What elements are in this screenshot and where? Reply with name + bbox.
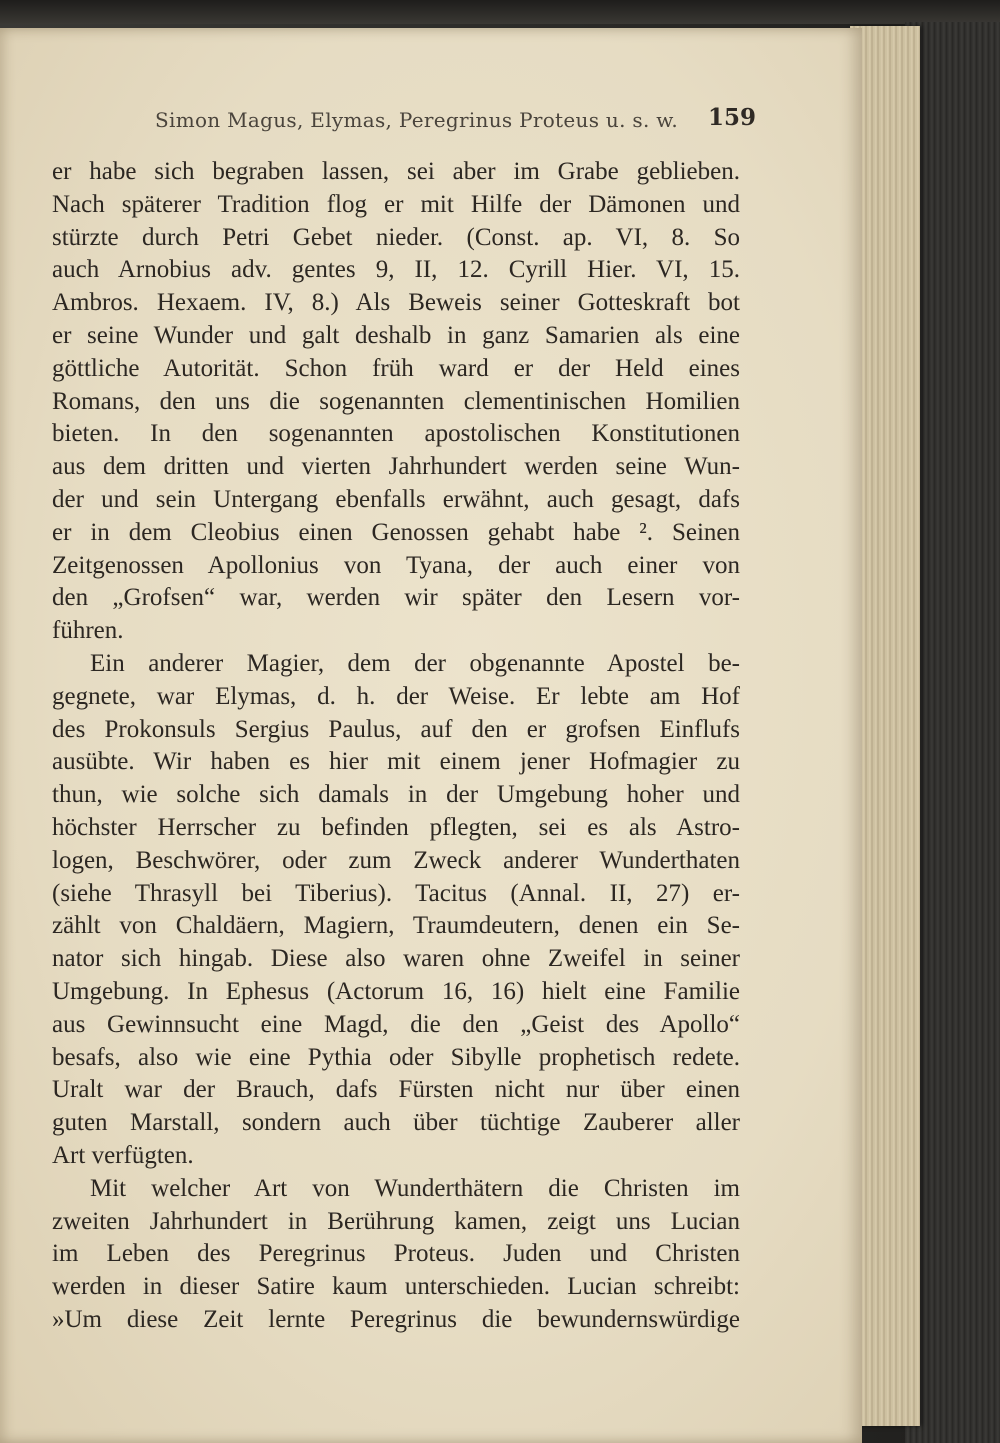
text-line: im Leben des Peregrinus Proteus. Juden und Christen — [52, 1240, 740, 1268]
text-line: ausübte. Wir haben es hier mit einem jener Hofmagier zu — [52, 748, 740, 776]
text-line: führen. — [52, 617, 124, 645]
text-line: bieten. In den sogenannten apostolischen Konstitutionen — [52, 420, 740, 448]
text-line: aus Gewinnsucht eine Magd, die den „Geist des Apollo“ — [52, 1010, 740, 1038]
page-header — [0, 104, 770, 136]
text-line: der und sein Untergang ebenfalls erwähnt, auch gesagt, dafs — [52, 485, 740, 513]
text-line: Ein anderer Magier, dem der obgenannte Apostel be- — [90, 649, 740, 677]
text-line: Uralt war der Brauch, dafs Fürsten nicht nur über einen — [52, 1076, 740, 1104]
text-line: guten Marstall, sondern auch über tüchtige Zauberer aller — [52, 1109, 740, 1137]
text-line: aus dem dritten und vierten Jahrhundert werden seine Wun- — [52, 453, 740, 481]
text-line: Nach späterer Tradition flog er mit Hilfe der Dämonen und — [52, 190, 740, 218]
text-line: Umgebung. In Ephesus (Actorum 16, 16) hielt eine Familie — [52, 977, 740, 1005]
text-line: gegnete, war Elymas, d. h. der Weise. Er lebte am Hof — [52, 682, 740, 710]
text-line: Art verfügten. — [52, 1141, 194, 1169]
text-line: »Um diese Zeit lernte Peregrinus die bewundernswürdige — [52, 1305, 740, 1333]
book-cover-top — [0, 0, 1000, 24]
text-line: auch Arnobius adv. gentes 9, II, 12. Cyrill Hier. VI, 15. — [52, 256, 740, 284]
text-line: Romans, den uns die sogenannten clementinischen Homilien — [52, 387, 740, 415]
text-line: besafs, also wie eine Pythia oder Sibylle prophetisch redete. — [52, 1043, 740, 1071]
running-head: Simon Magus, Elymas, Peregrinus Proteus u. s. w. — [155, 108, 679, 132]
text-line: des Prokonsuls Sergius Paulus, auf den er grofsen Einflufs — [52, 715, 740, 743]
text-line: den „Grofsen“ war, werden wir später den Lesern vor- — [52, 584, 740, 612]
text-line: nator sich hingab. Diese also waren ohne Zweifel in seiner — [52, 945, 740, 973]
text-line: zweiten Jahrhundert in Berührung kamen, zeigt uns Lucian — [52, 1207, 740, 1235]
text-line: thun, wie solche sich damals in der Umgebung hoher und — [52, 781, 740, 809]
text-line: Mit welcher Art von Wunderthätern die Christen im — [90, 1174, 740, 1202]
text-line: Ambros. Hexaem. IV, 8.) Als Beweis seiner Gotteskraft bot — [52, 289, 740, 317]
text-line: höchster Herrscher zu befinden pflegten, sei es als Astro- — [52, 813, 740, 841]
body-text — [52, 156, 740, 1337]
page-number: 159 — [708, 104, 757, 131]
text-line: göttliche Autorität. Schon früh ward er der Held eines — [52, 354, 740, 382]
text-line: er habe sich begraben lassen, sei aber im Grabe geblieben. — [52, 158, 740, 185]
text-line: stürzte durch Petri Gebet nieder. (Const. ap. VI, 8. So — [52, 223, 740, 251]
text-line: werden in dieser Satire kaum unterschieden. Lucian schreibt: — [52, 1273, 740, 1301]
text-line: Zeitgenossen Apollonius von Tyana, der auch einer von — [52, 551, 740, 579]
text-line: logen, Beschwörer, oder zum Zweck anderer Wunderthaten — [52, 846, 740, 874]
text-line: er in dem Cleobius einen Genossen gehabt habe ². Seinen — [52, 518, 740, 546]
text-line: zählt von Chaldäern, Magiern, Traumdeutern, denen ein Se- — [52, 912, 740, 940]
text-line: (siehe Thrasyll bei Tiberius). Tacitus (Annal. II, 27) er- — [52, 879, 740, 907]
text-line: er seine Wunder und galt deshalb in ganz Samarien als eine — [52, 321, 740, 349]
